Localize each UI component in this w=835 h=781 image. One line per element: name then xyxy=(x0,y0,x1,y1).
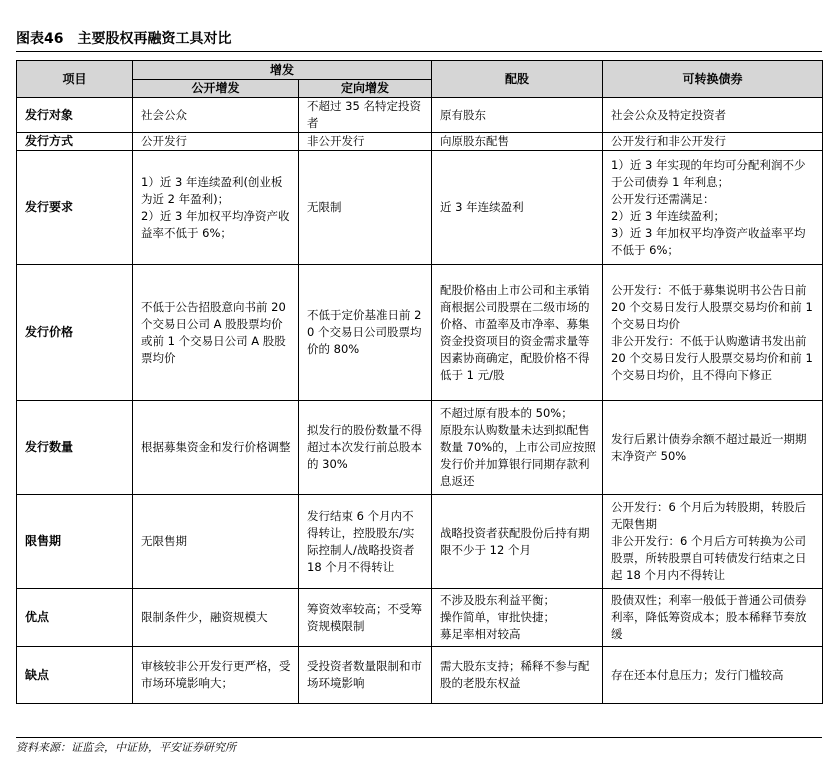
row-label: 限售期 xyxy=(17,495,133,589)
cell-private xyxy=(299,589,432,647)
cell-public xyxy=(133,133,299,151)
cell-public xyxy=(133,495,299,589)
cell-public xyxy=(133,401,299,495)
cell-line: 募足率相对较高 xyxy=(440,627,521,641)
figure-title xyxy=(16,27,822,52)
figure-title-text: 主要股权再融资工具对比 xyxy=(77,31,232,47)
row-requirements xyxy=(17,151,823,265)
cell-rights xyxy=(432,647,603,704)
cell-text: 原有股东 xyxy=(440,107,487,122)
cell-text: 股债双性；利率一般低于普通公司债券利率，降低筹资成本；股本稀释节奏放缓 xyxy=(611,593,807,641)
comparison-table xyxy=(16,60,823,704)
header-private-placement: 定向增发 xyxy=(299,80,432,98)
cell-convertible xyxy=(603,589,823,647)
cell-text: 不低于公告招股意向书前 20 个交易日公司 A 股股票均价或前 1 个交易日公司 A 股股票均价 xyxy=(141,299,286,365)
cell-line: 公开发行：6 个月后为转股期，转股后无限售期 xyxy=(611,500,806,531)
row-advantages xyxy=(17,589,823,647)
cell-text: 限制条件少，融资规模大 xyxy=(141,610,268,624)
cell-text: 非公开发行 xyxy=(307,134,365,148)
cell-text: 需大股东支持；稀释不参与配股的老股东权益 xyxy=(440,659,590,690)
cell-line: 公开发行：不低于募集说明书公告日前 20 个交易日发行人股票交易均价和前 1 个交易日均价 xyxy=(611,282,813,331)
row-label: 优点 xyxy=(17,589,133,647)
source-note: 资料来源：证监会，中证协，平安证券研究所 xyxy=(16,737,822,756)
cell-text: 筹资效率较高；不受筹资规模限制 xyxy=(307,601,422,633)
cell-private xyxy=(299,98,432,133)
header-convertible-bond: 可转换债券 xyxy=(603,61,823,98)
cell-public xyxy=(133,98,299,133)
row-quantity xyxy=(17,401,823,495)
cell-rights xyxy=(432,401,603,495)
cell-line: 2）近 3 年加权平均净资产收益率不低于 6%； xyxy=(141,208,290,240)
cell-rights xyxy=(432,133,603,151)
cell-line: 不超过原有股本的 50%； xyxy=(440,406,573,420)
cell-rights xyxy=(432,589,603,647)
cell-public xyxy=(133,589,299,647)
cell-text: 配股价格由上市公司和主承销商根据公司股票在二级市场的价格、市盈率及市净率、募集资金投资项目的资金需求量等因素协商确定，配股价格不得低于 1 元/股 xyxy=(440,282,590,382)
cell-line: 1）近 3 年实现的年均可分配利润不少于公司债券 1 年利息； xyxy=(611,157,806,189)
cell-text: 社会公众 xyxy=(141,107,187,122)
cell-text: 战略投资者获配股份后持有期限不少于 12 个月 xyxy=(440,525,590,557)
cell-line: 3）近 3 年加权平均净资产收益率平均不低于 6%； xyxy=(611,225,806,257)
cell-private xyxy=(299,265,432,401)
cell-text: 发行后累计债券余额不超过最近一期期末净资产 50% xyxy=(611,431,807,463)
row-disadvantages xyxy=(17,647,823,704)
row-price xyxy=(17,265,823,401)
cell-text: 社会公众及特定投资者 xyxy=(611,107,727,122)
header-public-offering: 公开增发 xyxy=(133,80,299,98)
cell-line: 原股东认购数量未达到拟配售数量 70%的，上市公司应按照发行价并加算银行同期存款利息返还 xyxy=(440,423,596,488)
cell-convertible xyxy=(603,133,823,151)
cell-text: 公开发行 xyxy=(141,134,187,148)
cell-convertible xyxy=(603,401,823,495)
cell-rights xyxy=(432,265,603,401)
row-lockup xyxy=(17,495,823,589)
cell-line: 操作简单，审批快捷； xyxy=(440,610,556,624)
cell-text: 无限售期 xyxy=(141,534,187,548)
cell-text: 不超过 35 名特定投资者 xyxy=(307,99,421,130)
cell-rights xyxy=(432,151,603,265)
cell-convertible xyxy=(603,151,823,265)
cell-private xyxy=(299,133,432,151)
cell-line: 非公开发行：6 个月后方可转换为公司股票，所转股票自可转债发行结束之日起 18 个月内不得转让 xyxy=(611,534,807,582)
cell-text: 近 3 年连续盈利 xyxy=(440,200,524,214)
row-label: 发行对象 xyxy=(17,98,133,133)
cell-line: 公开发行还需满足： xyxy=(611,191,715,206)
cell-line: 不涉及股东利益平衡； xyxy=(440,593,556,607)
row-label: 发行要求 xyxy=(17,151,133,265)
header-issuance-group: 增发 xyxy=(133,61,432,80)
row-label: 发行方式 xyxy=(17,133,133,151)
cell-convertible xyxy=(603,265,823,401)
cell-text: 不低于定价基准日前 20 个交易日公司股票均价的 80% xyxy=(307,308,422,356)
header-rights-issue: 配股 xyxy=(432,61,603,98)
cell-private xyxy=(299,151,432,265)
cell-text: 公开发行和非公开发行 xyxy=(611,134,727,148)
cell-convertible xyxy=(603,647,823,704)
cell-text: 根据募集资金和发行价格调整 xyxy=(141,440,291,454)
cell-text: 向原股东配售 xyxy=(440,134,510,148)
cell-public xyxy=(133,151,299,265)
header-row-top xyxy=(17,61,823,80)
cell-convertible xyxy=(603,98,823,133)
row-label: 发行数量 xyxy=(17,401,133,495)
cell-public xyxy=(133,647,299,704)
row-label: 缺点 xyxy=(17,647,133,704)
cell-line: 2）近 3 年连续盈利； xyxy=(611,208,725,223)
cell-text: 存在还本付息压力；发行门槛较高 xyxy=(611,667,784,682)
row-target xyxy=(17,98,823,133)
cell-line: 1）近 3 年连续盈利(创业板为近 2 年盈利)； xyxy=(141,174,283,206)
header-item: 项目 xyxy=(17,61,133,98)
cell-public xyxy=(133,265,299,401)
row-label: 发行价格 xyxy=(17,265,133,401)
cell-rights xyxy=(432,98,603,133)
cell-text: 审核较非公开发行更严格，受市场环境影响大； xyxy=(141,659,291,690)
cell-line: 非公开发行：不低于认购邀请书发出前 20 个交易日发行人股票交易均价和前 1 个交易日均价，且不得向下修正 xyxy=(611,333,813,382)
cell-text: 无限制 xyxy=(307,200,342,214)
cell-private xyxy=(299,401,432,495)
cell-private xyxy=(299,647,432,704)
cell-text: 拟发行的股份数量不得超过本次发行前总股本的 30% xyxy=(307,423,422,471)
figure-number: 图表46 xyxy=(16,31,64,47)
cell-text: 发行结束 6 个月内不得转让，控股股东/实际控制人/战略投资者 18 个月不得转让 xyxy=(307,508,415,574)
cell-convertible xyxy=(603,495,823,589)
row-method xyxy=(17,133,823,151)
cell-rights xyxy=(432,495,603,589)
cell-private xyxy=(299,495,432,589)
cell-text: 受投资者数量限制和市场环境影响 xyxy=(307,659,422,690)
